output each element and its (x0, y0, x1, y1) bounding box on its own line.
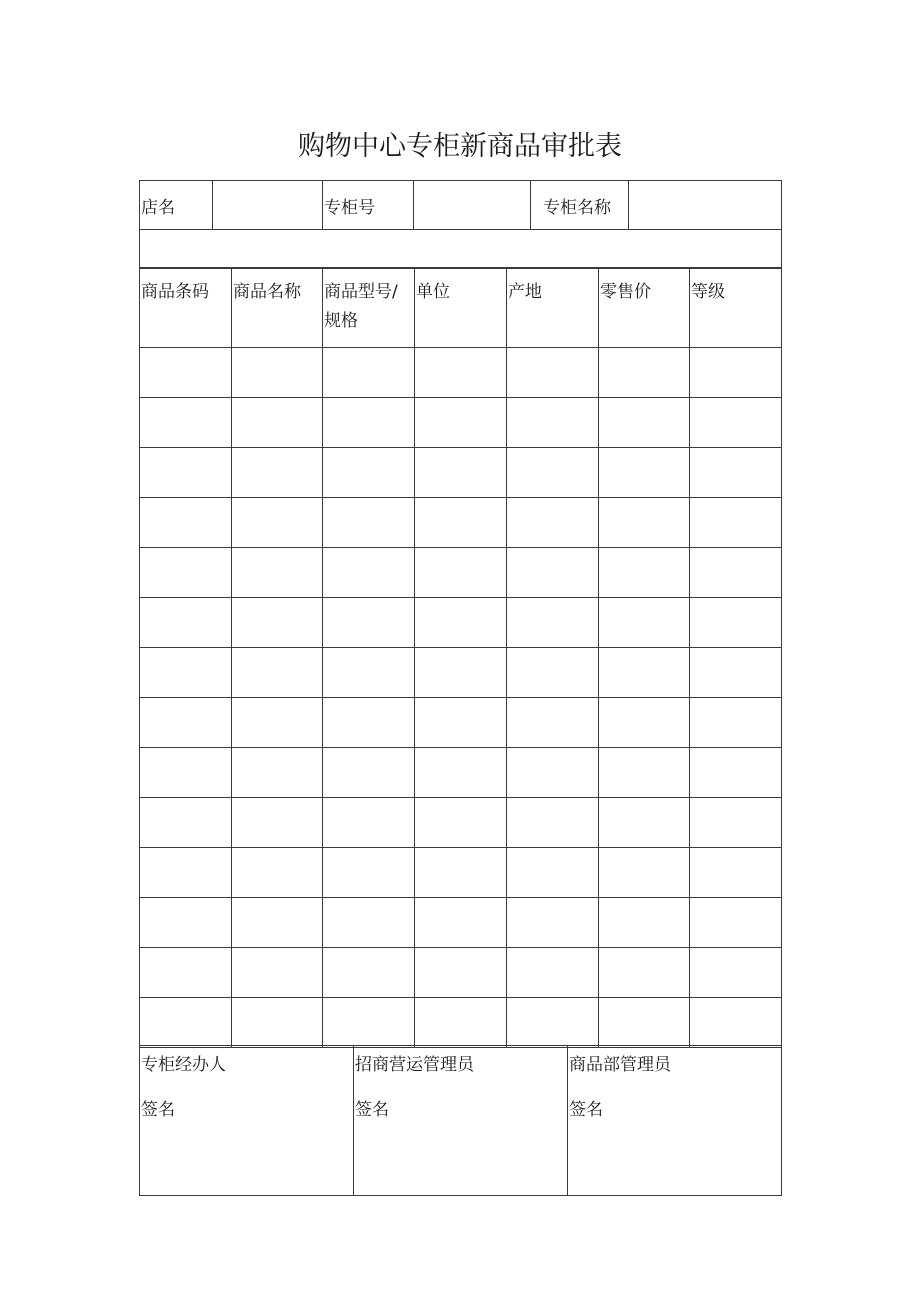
signature-role-label: 招商营运管理员 (355, 1055, 474, 1075)
item-cell[interactable] (415, 798, 507, 848)
note-field[interactable] (140, 230, 782, 269)
item-cell[interactable] (415, 848, 507, 898)
item-cell[interactable] (599, 848, 690, 898)
item-cell[interactable] (507, 548, 599, 598)
item-cell[interactable] (599, 498, 690, 548)
counter-name-label-cell (531, 181, 629, 230)
table-row (140, 448, 782, 498)
item-cell[interactable] (323, 948, 415, 998)
item-cell[interactable] (690, 898, 782, 948)
items-header-row (140, 268, 782, 348)
item-cell[interactable] (140, 448, 232, 498)
items-table (139, 267, 782, 1048)
item-cell[interactable] (690, 598, 782, 648)
item-cell[interactable] (507, 398, 599, 448)
item-cell[interactable] (323, 498, 415, 548)
item-cell[interactable] (690, 398, 782, 448)
signature-cell-counter-handler[interactable] (140, 1046, 354, 1196)
item-cell[interactable] (232, 498, 323, 548)
item-cell[interactable] (507, 698, 599, 748)
item-rows (140, 348, 782, 1048)
item-cell[interactable] (323, 598, 415, 648)
signature-role-label: 专柜经办人 (141, 1055, 226, 1075)
item-cell[interactable] (323, 448, 415, 498)
table-row (140, 698, 782, 748)
header-model-spec: 商品型号/规格 (324, 282, 398, 331)
item-cell[interactable] (507, 598, 599, 648)
counter-number-field[interactable] (414, 181, 531, 230)
item-cell[interactable] (415, 698, 507, 748)
signature-label: 签名 (141, 1100, 175, 1120)
store-name-label-cell (140, 181, 213, 230)
item-cell[interactable] (140, 698, 232, 748)
header-unit: 单位 (416, 282, 450, 302)
store-name-label: 店名 (141, 197, 175, 218)
item-cell[interactable] (232, 448, 323, 498)
item-cell[interactable] (323, 648, 415, 698)
item-cell[interactable] (140, 598, 232, 648)
item-cell[interactable] (232, 998, 323, 1048)
item-cell[interactable] (323, 998, 415, 1048)
item-cell[interactable] (599, 548, 690, 598)
item-cell[interactable] (415, 598, 507, 648)
item-cell[interactable] (140, 948, 232, 998)
item-cell[interactable] (232, 598, 323, 648)
item-cell[interactable] (690, 998, 782, 1048)
item-cell[interactable] (415, 898, 507, 948)
counter-name-field[interactable] (629, 181, 782, 230)
item-cell[interactable] (232, 748, 323, 798)
item-cell[interactable] (415, 448, 507, 498)
item-cell[interactable] (690, 798, 782, 848)
item-cell[interactable] (232, 548, 323, 598)
header-cell (323, 268, 415, 348)
item-cell[interactable] (599, 448, 690, 498)
form-title: 购物中心专柜新商品审批表 (298, 131, 622, 162)
item-cell[interactable] (323, 698, 415, 748)
item-cell[interactable] (232, 348, 323, 398)
note-row (140, 230, 782, 269)
table-row (140, 398, 782, 448)
item-cell[interactable] (690, 498, 782, 548)
signature-cell-merchant-ops-admin[interactable] (354, 1046, 568, 1196)
table-row (140, 348, 782, 398)
item-cell[interactable] (599, 898, 690, 948)
table-row (140, 498, 782, 548)
header-cell (599, 268, 690, 348)
item-cell[interactable] (232, 948, 323, 998)
item-cell[interactable] (415, 348, 507, 398)
item-cell[interactable] (232, 848, 323, 898)
table-row (140, 948, 782, 998)
item-cell[interactable] (507, 448, 599, 498)
table-row (140, 848, 782, 898)
signature-table (139, 1045, 782, 1196)
item-cell[interactable] (507, 998, 599, 1048)
table-row (140, 748, 782, 798)
item-cell[interactable] (507, 498, 599, 548)
table-row (140, 998, 782, 1048)
header-cell (690, 268, 782, 348)
item-cell[interactable] (415, 498, 507, 548)
item-cell[interactable] (140, 648, 232, 698)
item-cell[interactable] (415, 548, 507, 598)
item-cell[interactable] (599, 598, 690, 648)
item-cell[interactable] (690, 548, 782, 598)
item-cell[interactable] (599, 648, 690, 698)
item-cell[interactable] (599, 748, 690, 798)
header-grade: 等级 (691, 282, 725, 302)
item-cell[interactable] (507, 648, 599, 698)
counter-number-label-cell (323, 181, 414, 230)
item-cell[interactable] (323, 748, 415, 798)
header-origin: 产地 (508, 282, 542, 302)
header-cell (232, 268, 323, 348)
item-cell[interactable] (599, 398, 690, 448)
table-row (140, 548, 782, 598)
item-cell[interactable] (599, 798, 690, 848)
item-cell[interactable] (323, 398, 415, 448)
signature-label: 签名 (569, 1100, 603, 1120)
item-cell[interactable] (690, 848, 782, 898)
item-cell[interactable] (140, 848, 232, 898)
item-cell[interactable] (140, 548, 232, 598)
item-cell[interactable] (232, 698, 323, 748)
item-cell[interactable] (415, 948, 507, 998)
item-cell[interactable] (507, 898, 599, 948)
item-cell[interactable] (323, 348, 415, 398)
item-cell[interactable] (415, 998, 507, 1048)
item-cell[interactable] (140, 748, 232, 798)
item-cell[interactable] (599, 698, 690, 748)
header-cell (507, 268, 599, 348)
item-cell[interactable] (140, 998, 232, 1048)
signature-row (140, 1046, 782, 1196)
item-cell[interactable] (690, 698, 782, 748)
item-cell[interactable] (323, 548, 415, 598)
item-cell[interactable] (599, 998, 690, 1048)
store-info-table (139, 180, 782, 269)
table-row (140, 598, 782, 648)
signature-label: 签名 (355, 1100, 389, 1120)
table-row (140, 898, 782, 948)
signature-role-label: 商品部管理员 (569, 1055, 671, 1075)
item-cell[interactable] (140, 898, 232, 948)
header-product-name: 商品名称 (233, 282, 301, 302)
counter-name-label: 专柜名称 (543, 197, 611, 218)
item-cell[interactable] (690, 748, 782, 798)
item-cell[interactable] (140, 348, 232, 398)
item-cell[interactable] (140, 398, 232, 448)
table-row (140, 648, 782, 698)
item-cell[interactable] (507, 848, 599, 898)
item-cell[interactable] (507, 748, 599, 798)
item-cell[interactable] (323, 798, 415, 848)
item-cell[interactable] (507, 798, 599, 848)
item-cell[interactable] (323, 898, 415, 948)
item-cell[interactable] (232, 898, 323, 948)
item-cell[interactable] (507, 948, 599, 998)
signature-cell-merchandise-admin[interactable] (568, 1046, 782, 1196)
header-cell (140, 268, 232, 348)
item-cell[interactable] (415, 648, 507, 698)
header-retail-price: 零售价 (600, 282, 651, 302)
item-cell[interactable] (140, 498, 232, 548)
item-cell[interactable] (599, 948, 690, 998)
counter-number-label: 专柜号 (324, 197, 375, 218)
store-info-row (140, 181, 782, 230)
table-row (140, 798, 782, 848)
header-cell (415, 268, 507, 348)
item-cell[interactable] (232, 398, 323, 448)
item-cell[interactable] (323, 848, 415, 898)
item-cell[interactable] (690, 448, 782, 498)
header-barcode: 商品条码 (141, 282, 209, 302)
item-cell[interactable] (690, 948, 782, 998)
item-cell[interactable] (140, 798, 232, 848)
item-cell[interactable] (690, 648, 782, 698)
item-cell[interactable] (415, 398, 507, 448)
item-cell[interactable] (599, 348, 690, 398)
item-cell[interactable] (232, 648, 323, 698)
item-cell[interactable] (690, 348, 782, 398)
item-cell[interactable] (415, 748, 507, 798)
store-name-field[interactable] (213, 181, 323, 230)
item-cell[interactable] (232, 798, 323, 848)
item-cell[interactable] (507, 348, 599, 398)
